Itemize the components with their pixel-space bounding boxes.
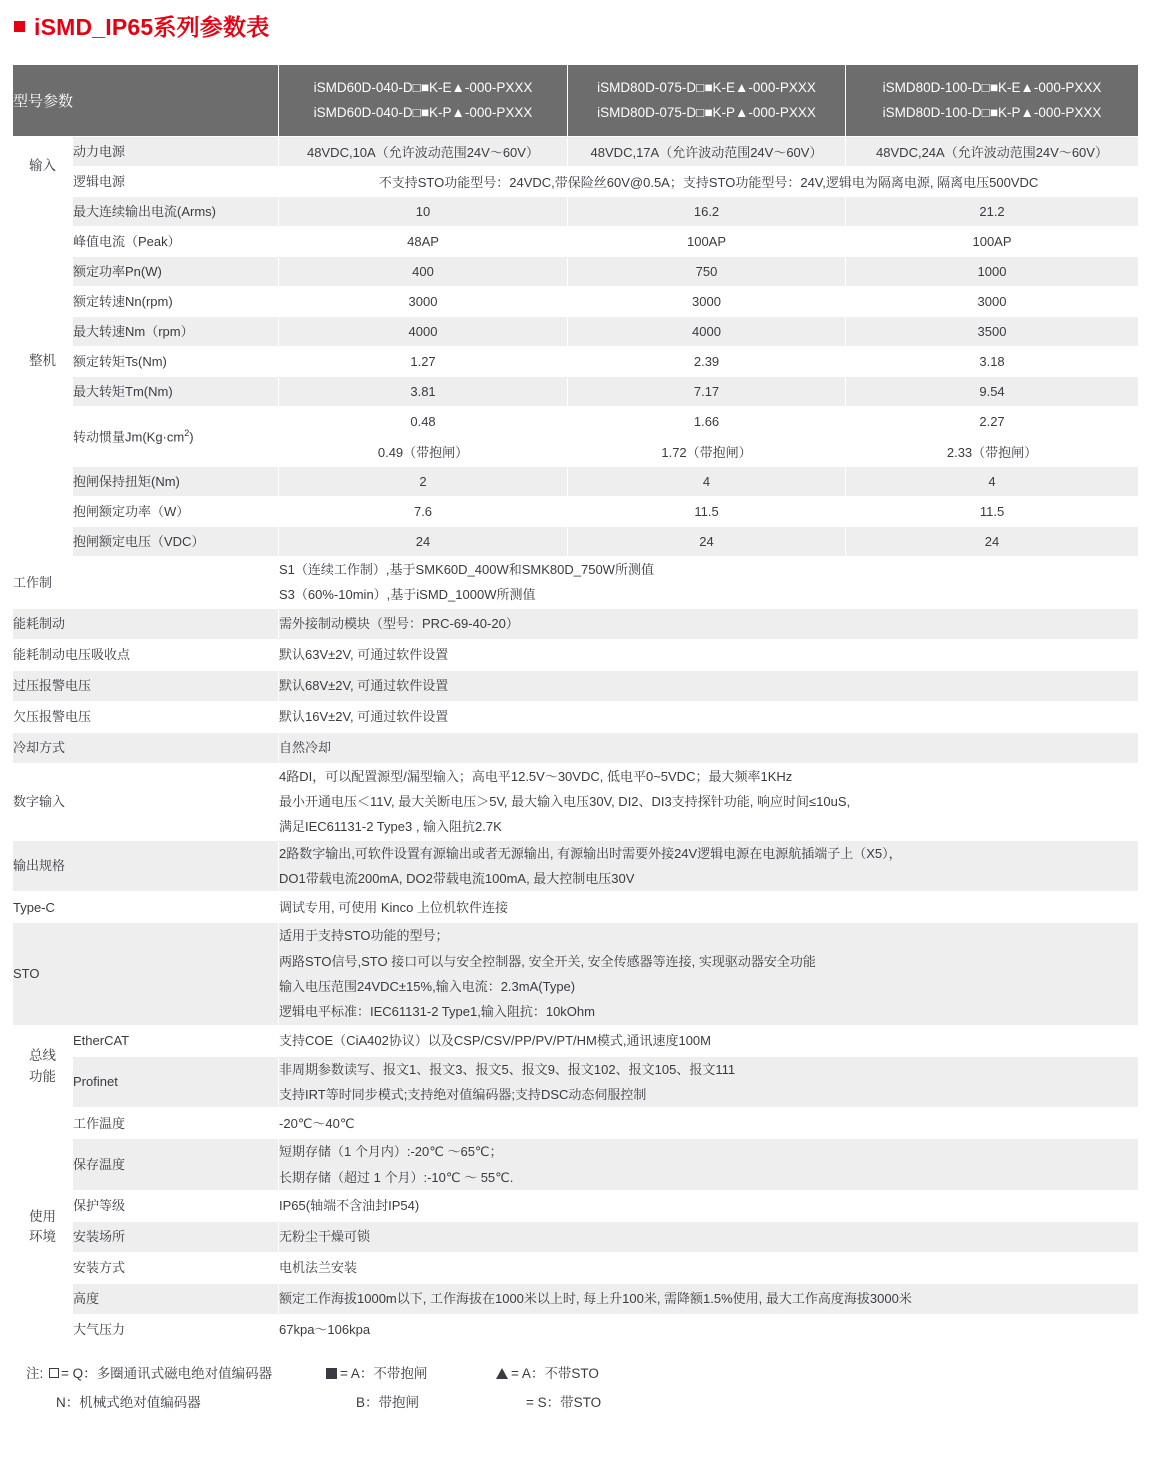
cell-brake-torque-c1: 2 <box>279 467 568 497</box>
group-label-environment-line2: 环境 <box>29 1228 56 1244</box>
table-row-logic-supply <box>13 167 1139 197</box>
cell-max-cont-current-c2: 16.2 <box>568 197 846 227</box>
row-label-sto: STO <box>13 923 279 1025</box>
cell-rated-speed-c1: 3000 <box>279 287 568 317</box>
table-row-peak-current <box>13 227 1139 257</box>
row-label-brake-voltage: 抱闸额定电压（VDC） <box>73 527 279 557</box>
cell-install-site-value: 无粉尘干燥可锁 <box>279 1222 1139 1253</box>
footnote-encoder-q <box>26 1360 326 1388</box>
row-label-protection: 保护等级 <box>73 1191 279 1222</box>
header-model-2-line1: iSMD80D-075-D□■K-E▲-000-PXXX <box>597 79 816 95</box>
row-label-work-temp: 工作温度 <box>73 1108 279 1139</box>
cell-peak-current-c1: 48AP <box>279 227 568 257</box>
page-title-bar <box>0 0 1150 44</box>
table-row-pressure <box>13 1315 1139 1346</box>
footnote-encoder-n: N：机械式绝对值编码器 <box>56 1394 201 1410</box>
footnote-prefix: 注: <box>26 1366 44 1382</box>
row-label-profinet: Profinet <box>73 1056 279 1108</box>
group-label-input: 输入 <box>13 137 73 197</box>
cell-storage-temp-line1: 短期存储（1 个月内）:-20℃ ～65℃； <box>279 1144 503 1160</box>
footnote-encoder-q-text: = Q：多圈通讯式磁电绝对值编码器 <box>61 1366 273 1382</box>
row-label-brake-torque: 抱闸保持扭矩(Nm) <box>73 467 279 497</box>
cell-digital-input-line1: 4路DI，可以配置源型/漏型输入；高电平12.5V～30VDC, 低电平0~5VDC；最大频率1KHz <box>279 768 793 784</box>
cell-rated-torque-c2: 2.39 <box>568 347 846 377</box>
table-row-overvoltage-alarm <box>13 670 1139 701</box>
group-label-bus-line2: 功能 <box>29 1068 56 1084</box>
cell-storage-temp-line2: 长期存储（超过 1 个月）:-10℃ ～ 55℃. <box>279 1169 514 1185</box>
table-row-work-temp <box>13 1108 1139 1139</box>
row-label-max-cont-current: 最大连续输出电流(Arms) <box>73 197 279 227</box>
cell-max-cont-current-c1: 10 <box>279 197 568 227</box>
footnote-brake-b: B：带抱闸 <box>356 1394 420 1410</box>
cell-undervoltage-alarm-value: 默认16V±2V, 可通过软件设置 <box>279 701 1139 732</box>
table-row-rated-torque <box>13 347 1139 377</box>
footnote-sto-a-text: = A：不带STO <box>511 1366 599 1382</box>
row-label-overvoltage-alarm: 过压报警电压 <box>13 670 279 701</box>
row-label-install-type: 安装方式 <box>73 1253 279 1284</box>
row-label-ethercat: EtherCAT <box>73 1025 279 1056</box>
bullet-square-icon <box>14 21 25 32</box>
cell-rated-torque-c3: 3.18 <box>846 347 1139 377</box>
header-model-3-line1: iSMD80D-100-D□■K-E▲-000-PXXX <box>882 79 1102 95</box>
cell-logic-supply-value: 不支持STO功能型号：24VDC,带保险丝60V@0.5A；支持STO功能型号：24V,逻辑电为隔离电源, 隔离电压500VDC <box>279 167 1139 197</box>
table-row-storage-temp <box>13 1139 1139 1191</box>
cell-peak-current-c2: 100AP <box>568 227 846 257</box>
table-row-type-c <box>13 892 1139 923</box>
table-row-rated-power <box>13 257 1139 287</box>
header-param-label: 型号参数 <box>13 65 279 137</box>
table-row-max-torque <box>13 377 1139 407</box>
cell-max-torque-c3: 9.54 <box>846 377 1139 407</box>
table-row-altitude <box>13 1284 1139 1315</box>
table-row-dynamic-brake <box>13 608 1139 639</box>
cell-duty-value <box>279 557 1139 609</box>
table-row-power-supply <box>13 137 1139 167</box>
cell-max-speed-c2: 4000 <box>568 317 846 347</box>
cell-brake-torque-c3: 4 <box>846 467 1139 497</box>
row-label-undervoltage-alarm: 欠压报警电压 <box>13 701 279 732</box>
cell-profinet-line1: 非周期参数读写、报文1、报文3、报文5、报文9、报文102、报文105、报文111 <box>279 1061 736 1077</box>
footnote-sto-s: = S：带STO <box>526 1394 602 1410</box>
row-label-duty: 工作制 <box>13 557 279 609</box>
cell-brake-voltage-c3: 24 <box>846 527 1139 557</box>
cell-sto-value <box>279 923 1139 1025</box>
cell-peak-current-c3: 100AP <box>846 227 1139 257</box>
row-label-brake-absorb-point: 能耗制动电压吸收点 <box>13 639 279 670</box>
group-label-bus <box>13 1025 73 1108</box>
table-row-duty <box>13 557 1139 609</box>
table-row-protection <box>13 1191 1139 1222</box>
group-label-machine: 整机 <box>13 197 73 527</box>
header-model-1-line2: iSMD60D-040-D□■K-P▲-000-PXXX <box>313 104 533 120</box>
row-label-rated-torque: 额定转矩Ts(Nm) <box>73 347 279 377</box>
row-label-type-c: Type-C <box>13 892 279 923</box>
cell-output-spec-line2: DO1带载电流200mA, DO2带载电流100mA, 最大控制电压30V <box>279 871 635 887</box>
table-row-max-cont-current <box>13 197 1139 227</box>
cell-sto-line4: 逻辑电平标准：IEC61131-2 Type1,输入阻抗：10kOhm <box>279 1004 595 1020</box>
cell-brake-power-c1: 7.6 <box>279 497 568 527</box>
header-model-3-line2: iSMD80D-100-D□■K-P▲-000-PXXX <box>882 104 1102 120</box>
table-row-max-speed <box>13 317 1139 347</box>
table-row-install-type <box>13 1253 1139 1284</box>
cell-rated-speed-c3: 3000 <box>846 287 1139 317</box>
cell-protection-value: IP65(轴端不含油封IP54) <box>279 1191 1139 1222</box>
table-row-install-site <box>13 1222 1139 1253</box>
row-label-peak-current: 峰值电流（Peak） <box>73 227 279 257</box>
row-label-inertia-sup: 2 <box>184 427 190 438</box>
row-label-output-spec: 输出规格 <box>13 840 279 892</box>
table-row-brake-torque <box>13 467 1139 497</box>
table-row-brake-power <box>13 497 1139 527</box>
table-row-ethercat <box>13 1025 1139 1056</box>
table-row-rated-speed <box>13 287 1139 317</box>
cell-brake-power-c3: 11.5 <box>846 497 1139 527</box>
row-label-max-torque: 最大转矩Tm(Nm) <box>73 377 279 407</box>
group-label-environment-line1: 使用 <box>29 1208 56 1224</box>
footnote-row-1 <box>26 1360 1138 1388</box>
spec-table <box>12 64 1139 1346</box>
row-label-pressure: 大气压力 <box>73 1315 279 1346</box>
cell-brake-torque-c2: 4 <box>568 467 846 497</box>
row-label-logic-supply: 逻辑电源 <box>73 167 279 197</box>
row-label-cooling: 冷却方式 <box>13 732 279 763</box>
table-row-brake-absorb-point <box>13 639 1139 670</box>
cell-storage-temp-value <box>279 1139 1139 1191</box>
row-label-rated-power: 额定功率Pn(W) <box>73 257 279 287</box>
row-label-install-site: 安装场所 <box>73 1222 279 1253</box>
cell-max-torque-c2: 7.17 <box>568 377 846 407</box>
table-row-undervoltage-alarm <box>13 701 1139 732</box>
footnote-row-2 <box>26 1389 1138 1417</box>
cell-max-speed-c3: 3500 <box>846 317 1139 347</box>
table-row-inertia-a <box>13 407 1139 437</box>
cell-inertia-a-c2: 1.66 <box>568 407 846 437</box>
group-label-environment <box>13 1108 73 1346</box>
cell-rated-torque-c1: 1.27 <box>279 347 568 377</box>
square-outline-icon <box>49 1368 59 1378</box>
row-label-inertia <box>73 407 279 467</box>
cell-inertia-b-c2: 1.72（带抱闸） <box>568 437 846 467</box>
group-label-machine-filler <box>13 527 73 557</box>
cell-brake-voltage-c2: 24 <box>568 527 846 557</box>
cell-type-c-value: 调试专用, 可使用 Kinco 上位机软件连接 <box>279 892 1139 923</box>
row-label-dynamic-brake: 能耗制动 <box>13 608 279 639</box>
row-label-power-supply: 动力电源 <box>73 137 279 167</box>
cell-max-speed-c1: 4000 <box>279 317 568 347</box>
cell-profinet-line2: 支持IRT等时同步模式;支持绝对值编码器;支持DSC动态伺服控制 <box>279 1087 647 1103</box>
triangle-filled-icon <box>496 1368 508 1379</box>
table-row-brake-voltage <box>13 527 1139 557</box>
footnote-sto-a <box>496 1360 696 1388</box>
square-filled-icon <box>326 1368 337 1379</box>
cell-brake-absorb-point-value: 默认63V±2V, 可通过软件设置 <box>279 639 1139 670</box>
footnote-brake-a <box>326 1360 496 1388</box>
cell-duty-line2: S3（60%-10min）,基于iSMD_1000W所测值 <box>279 587 536 603</box>
cell-output-spec-line1: 2路数字输出,可软件设置有源输出或者无源输出, 有源输出时需要外接24V逻辑电源在电源航插端子上（X5）， <box>279 845 902 861</box>
cell-ethercat-value: 支持COE（CiA402协议）以及CSP/CSV/PP/PV/PT/HM模式,通讯速度100M <box>279 1025 1139 1056</box>
cell-max-torque-c1: 3.81 <box>279 377 568 407</box>
footnote-brake-a-text: = A：不带抱闸 <box>340 1366 428 1382</box>
cell-overvoltage-alarm-value: 默认68V±2V, 可通过软件设置 <box>279 670 1139 701</box>
header-row <box>13 65 1139 137</box>
table-row-output-spec <box>13 840 1139 892</box>
cell-cooling-value: 自然冷却 <box>279 732 1139 763</box>
cell-power-supply-c2: 48VDC,17A（允许波动范围24V～60V） <box>568 137 846 167</box>
header-model-2-line2: iSMD80D-075-D□■K-P▲-000-PXXX <box>597 104 816 120</box>
cell-install-type-value: 电机法兰安装 <box>279 1253 1139 1284</box>
cell-pressure-value: 67kpa～106kpa <box>279 1315 1139 1346</box>
row-label-brake-power: 抱闸额定功率（W） <box>73 497 279 527</box>
cell-rated-power-c3: 1000 <box>846 257 1139 287</box>
table-row-cooling <box>13 732 1139 763</box>
cell-max-cont-current-c3: 21.2 <box>846 197 1139 227</box>
table-row-sto <box>13 923 1139 1025</box>
cell-digital-input-line3: 满足IEC61131-2 Type3 , 输入阻抗2.7K <box>279 819 502 835</box>
table-row-digital-input <box>13 763 1139 840</box>
cell-brake-voltage-c1: 24 <box>279 527 568 557</box>
cell-sto-line2: 两路STO信号,STO 接口可以与安全控制器, 安全开关, 安全传感器等连接, 实现驱动器安全功能 <box>279 953 816 969</box>
cell-rated-speed-c2: 3000 <box>568 287 846 317</box>
cell-output-spec-value <box>279 840 1139 892</box>
header-model-1-line1: iSMD60D-040-D□■K-E▲-000-PXXX <box>313 79 533 95</box>
cell-work-temp-value: -20℃～40℃ <box>279 1108 1139 1139</box>
row-label-inertia-post: ) <box>189 428 194 444</box>
cell-digital-input-line2: 最小开通电压＜11V, 最大关断电压＞5V, 最大输入电压30V, DI2、DI3支持探针功能, 响应时间≤10uS, <box>279 794 851 810</box>
header-model-col-3 <box>846 65 1139 137</box>
row-label-max-speed: 最大转速Nm（rpm） <box>73 317 279 347</box>
cell-rated-power-c1: 400 <box>279 257 568 287</box>
row-label-altitude: 高度 <box>73 1284 279 1315</box>
group-label-bus-line1: 总线 <box>29 1048 56 1064</box>
cell-power-supply-c3: 48VDC,24A（允许波动范围24V～60V） <box>846 137 1139 167</box>
table-body <box>13 137 1139 1346</box>
cell-inertia-a-c3: 2.27 <box>846 407 1139 437</box>
spec-table-container <box>12 64 1138 1346</box>
row-label-inertia-text: 转动惯量Jm(Kg·cm <box>73 428 185 444</box>
footnotes <box>26 1360 1138 1417</box>
cell-inertia-b-c1: 0.49（带抱闸） <box>279 437 568 467</box>
cell-altitude-value: 额定工作海拔1000m以下, 工作海拔在1000米以上时, 每上升100米, 需降额1.5%使用, 最大工作高度海拔3000米 <box>279 1284 1139 1315</box>
cell-inertia-a-c1: 0.48 <box>279 407 568 437</box>
header-model-col-2 <box>568 65 846 137</box>
row-label-storage-temp: 保存温度 <box>73 1139 279 1191</box>
row-label-rated-speed: 额定转速Nn(rpm) <box>73 287 279 317</box>
table-header <box>13 65 1139 137</box>
cell-power-supply-c1: 48VDC,10A（允许波动范围24V～60V） <box>279 137 568 167</box>
page-title: iSMD_IP65系列参数表 <box>34 13 270 40</box>
cell-rated-power-c2: 750 <box>568 257 846 287</box>
cell-dynamic-brake-value: 需外接制动模块（型号：PRC-69-40-20） <box>279 608 1139 639</box>
cell-inertia-b-c3: 2.33（带抱闸） <box>846 437 1139 467</box>
cell-profinet-value <box>279 1056 1139 1108</box>
cell-duty-line1: S1（连续工作制）,基于SMK60D_400W和SMK80D_750W所测值 <box>279 562 654 577</box>
cell-sto-line1: 适用于支持STO功能的型号； <box>279 928 449 944</box>
cell-digital-input-value <box>279 763 1139 840</box>
table-row-profinet <box>13 1056 1139 1108</box>
header-model-col-1 <box>279 65 568 137</box>
row-label-digital-input: 数字输入 <box>13 763 279 840</box>
cell-sto-line3: 输入电压范围24VDC±15%,输入电流：2.3mA(Type) <box>279 979 576 995</box>
cell-brake-power-c2: 11.5 <box>568 497 846 527</box>
